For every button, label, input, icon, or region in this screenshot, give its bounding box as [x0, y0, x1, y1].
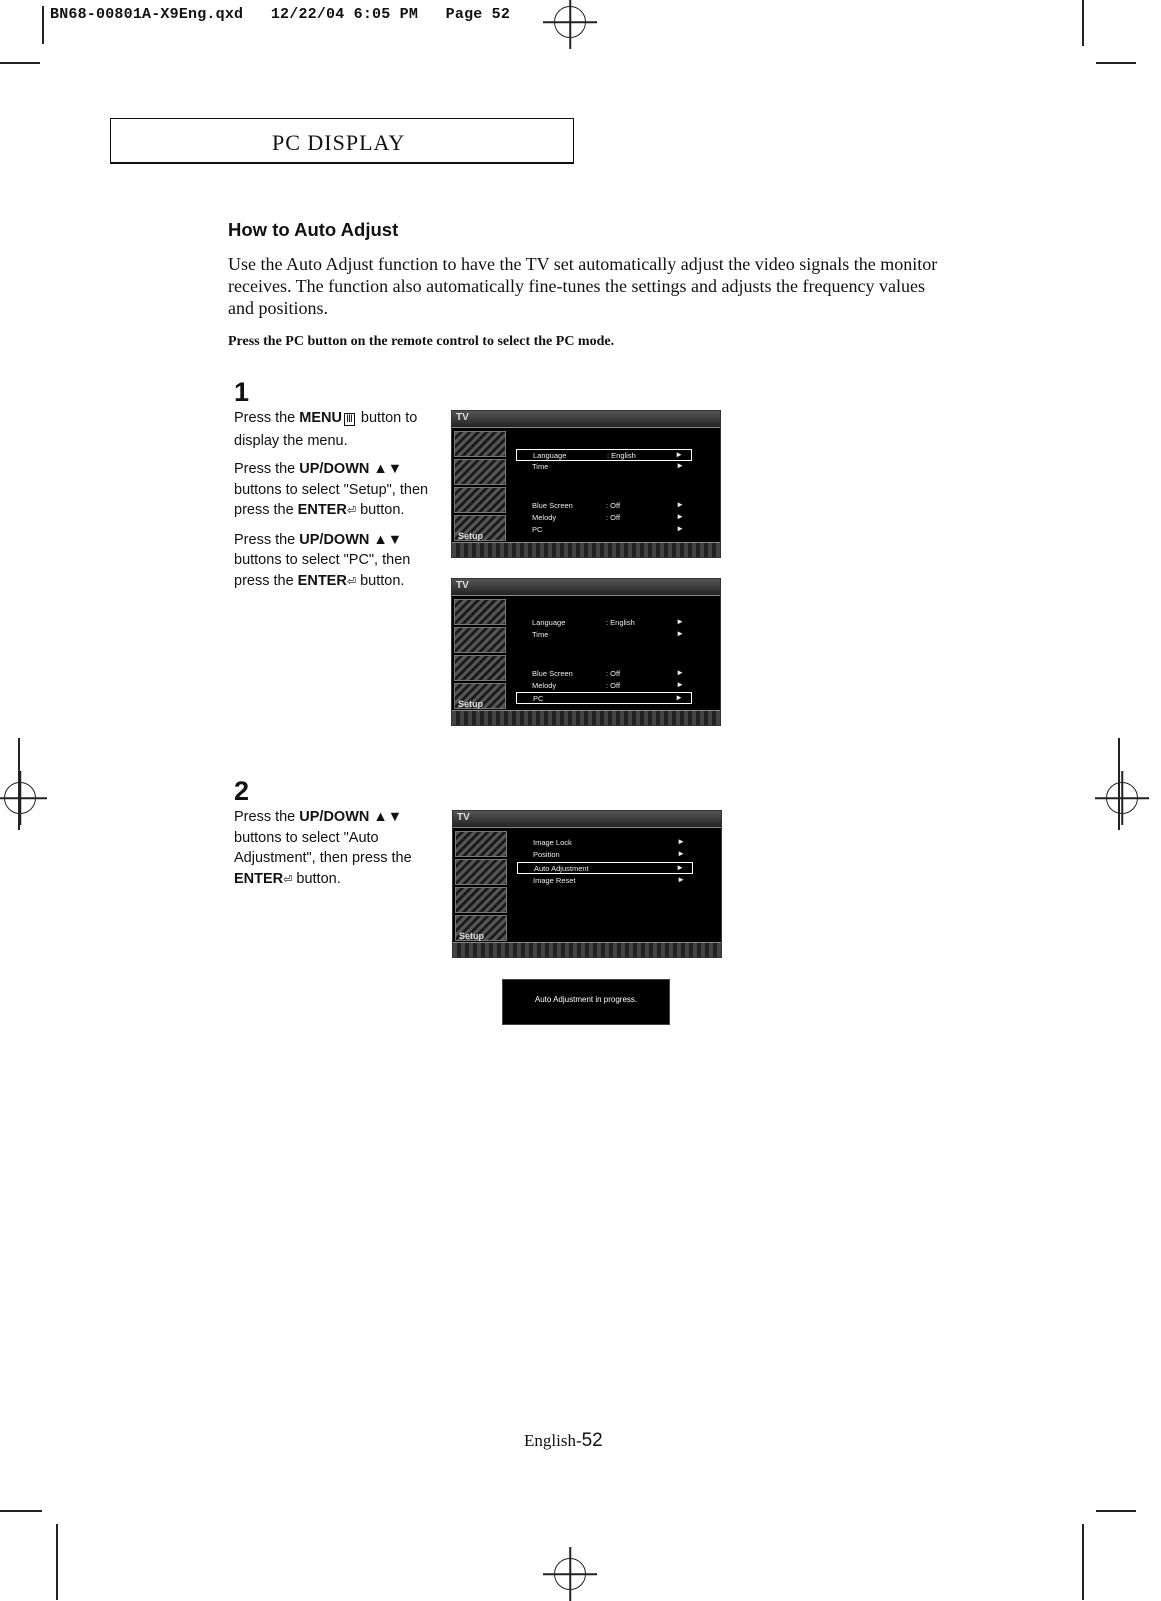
osd-bottom-bar — [452, 710, 720, 725]
menu-row-pc[interactable]: PC ► — [532, 524, 684, 534]
input-icon — [455, 831, 507, 857]
enter-icon: ⏎ — [346, 505, 357, 517]
crop-mark — [42, 6, 44, 44]
step-2-instructions — [234, 807, 444, 898]
menu-row-image-reset[interactable]: Image Reset ► — [533, 875, 685, 885]
menu-row-melody[interactable]: Melody : Off ► — [532, 512, 684, 522]
menu-row-time[interactable]: Time ► — [532, 461, 684, 471]
enter-icon: ⏎ — [283, 873, 293, 886]
step-2-para-1: Press the UP/DOWN ▲▼ buttons to select "Auto Adjustment", then press the ENTER⏎ button. — [234, 809, 412, 887]
menu-row-auto-adjustment[interactable]: Auto Adjustment ► — [517, 862, 693, 874]
menu-row-language[interactable]: Language : English ► — [516, 449, 692, 461]
crop-mark — [1082, 1524, 1084, 1600]
picture-icon — [454, 459, 506, 485]
sound-icon — [454, 487, 506, 513]
step-1-para-3: Press the UP/DOWN ▲▼ buttons to select "PC", then press the ENTER⏎ button. — [234, 531, 411, 589]
menu-icon-column — [452, 427, 508, 543]
menu-row-melody[interactable]: Melody : Off ► — [532, 680, 684, 690]
crop-mark — [1096, 62, 1136, 64]
print-slug: BN68-00801A-X9Eng.qxd 12/22/04 6:05 PM Page 52 — [50, 6, 511, 23]
input-icon — [454, 431, 506, 457]
step-1-para-2: Press the UP/DOWN ▲▼ buttons to select "Setup", then press the ENTER⏎ button. — [234, 461, 429, 518]
enter-icon: ⏎ — [346, 575, 357, 588]
osd-bottom-bar — [453, 942, 721, 957]
menu-icon: Ⅲ — [345, 414, 353, 425]
crop-mark — [56, 1524, 58, 1600]
crop-mark — [0, 1510, 42, 1512]
registration-mark — [554, 6, 586, 38]
crop-mark — [0, 62, 40, 64]
tv-screen-setup-pc: TV Setup Language : English ► Time ► Blue Screen : Off ► Melody : Off ► PC ► — [451, 578, 721, 726]
tv-screen-setup-menu: TV Setup Language : English ► Time ► Blue Screen : Off ► Melody : Off ► PC ► — [451, 410, 721, 558]
step-number: 1 — [234, 377, 250, 407]
menu-row-image-lock[interactable]: Image Lock ► — [533, 837, 685, 847]
picture-icon — [454, 627, 506, 653]
menu-row-language[interactable]: Language : English ► — [532, 617, 684, 627]
page-subtitle: How to Auto Adjust — [228, 219, 399, 240]
step-1-para-1: Press the MENU Ⅲ button to display the menu. — [234, 410, 418, 449]
menu-row-blue-screen[interactable]: Blue Screen : Off ► — [532, 500, 684, 510]
crop-mark — [1096, 1510, 1136, 1512]
menu-row-position[interactable]: Position ► — [533, 849, 685, 859]
menu-row-time[interactable]: Time ► — [532, 629, 684, 639]
registration-mark — [4, 782, 36, 814]
sound-icon — [454, 655, 506, 681]
progress-message: Auto Adjustment in progress. — [534, 995, 638, 1004]
step-number: 2 — [234, 776, 250, 806]
menu-icon-column — [453, 827, 509, 943]
auto-adjust-progress-box — [502, 979, 670, 1025]
picture-icon — [455, 859, 507, 885]
page-number: English-52 — [524, 1430, 603, 1451]
section-title: PC DISPLAY — [272, 130, 406, 155]
mode-note: Press the PC button on the remote control to select the PC mode. — [228, 334, 615, 349]
registration-mark — [554, 1558, 586, 1590]
menu-icon-column — [452, 595, 508, 711]
input-icon — [454, 599, 506, 625]
menu-row-pc[interactable]: PC ► — [516, 692, 692, 704]
menu-row-blue-screen[interactable]: Blue Screen : Off ► — [532, 668, 684, 678]
intro-paragraph: Use the Auto Adjust function to have the TV set automatically adjust the video signals the monitor receives. The function also automatically fine-tunes the settings and adjusts the frequency values and positions. — [228, 254, 938, 318]
step-1-instructions — [234, 408, 444, 600]
registration-mark — [1106, 782, 1138, 814]
crop-mark — [18, 738, 20, 830]
tv-screen-pc-menu: TV Setup Image Lock ► Position ► Auto Adjustment ► Image Reset ► — [452, 810, 722, 958]
osd-bottom-bar — [452, 542, 720, 557]
crop-mark — [1082, 0, 1084, 46]
crop-mark — [1118, 738, 1120, 830]
sound-icon — [455, 887, 507, 913]
